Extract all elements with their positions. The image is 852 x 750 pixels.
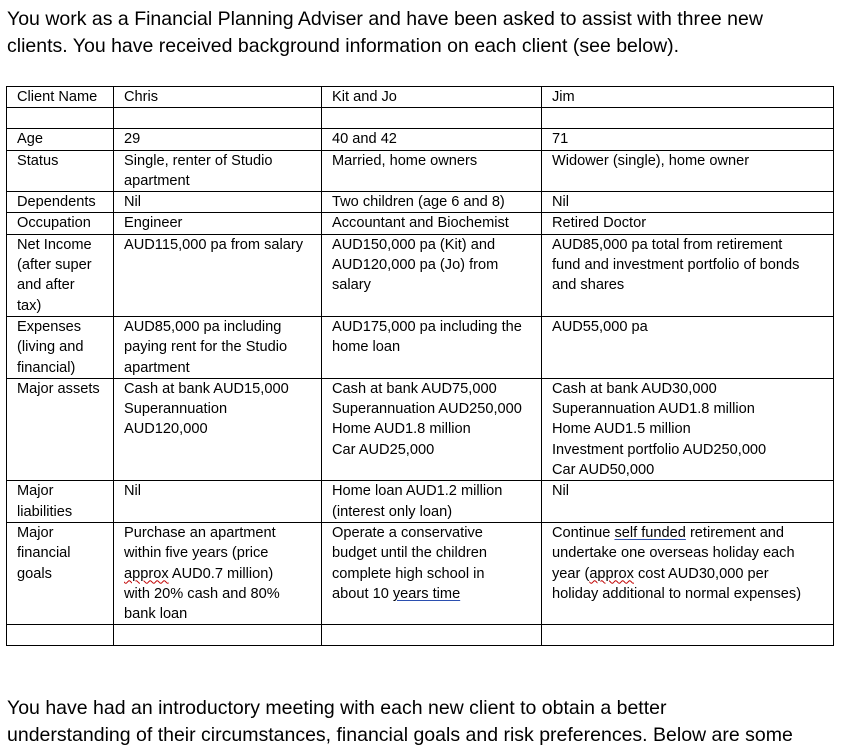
- cell-jim-major-liabilities: Nil: [542, 481, 834, 523]
- row-label-major-liabilities: Major liabilities: [7, 481, 114, 523]
- cell-chris-expenses: AUD85,000 pa including paying rent for the Studio apartment: [114, 316, 322, 378]
- outro-line: understanding of their circumstances, financial goals and risk preferences. Below are some: [7, 724, 793, 746]
- cell-kitjo-age: 40 and 42: [322, 129, 542, 150]
- cell-jim-age: 71: [542, 129, 834, 150]
- table-row-net-income: [7, 234, 834, 316]
- row-label-age: Age: [7, 129, 114, 150]
- outro-paragraph: [7, 695, 837, 749]
- row-label-net-income: Net Income (after super and after tax): [7, 234, 114, 316]
- table-row-status: [7, 150, 834, 192]
- empty-row: [7, 108, 834, 129]
- row-label-status: Status: [7, 150, 114, 192]
- cell-kitjo-major-liabilities: Home loan AUD1.2 million (interest only loan): [322, 481, 542, 523]
- row-label-expenses: Expenses (living and financial): [7, 316, 114, 378]
- cell-jim-net-income: AUD85,000 pa total from retirement fund and investment portfolio of bonds and shares: [542, 234, 834, 316]
- cell-kitjo-net-income: AUD150,000 pa (Kit) and AUD120,000 pa (Jo) from salary: [322, 234, 542, 316]
- header-kit-and-jo: Kit and Jo: [322, 87, 542, 108]
- table-row-major-assets: [7, 378, 834, 480]
- spelling-flag: approx: [589, 565, 634, 582]
- header-chris: Chris: [114, 87, 322, 108]
- cell-chris-age: 29: [114, 129, 322, 150]
- cell-chris-dependents: Nil: [114, 192, 322, 213]
- table-row-major-liabilities: [7, 481, 834, 523]
- cell-chris-major-goals: Purchase an apartment within five years (price approx AUD0.7 million) with 20% cash and 80% bank loan: [114, 522, 322, 624]
- client-table: [6, 86, 834, 646]
- table-row-major-goals: [7, 522, 834, 624]
- cell-jim-dependents: Nil: [542, 192, 834, 213]
- table-row-expenses: [7, 316, 834, 378]
- cell-chris-major-liabilities: Nil: [114, 481, 322, 523]
- cell-jim-major-goals: Continue self funded retirement and undertake one overseas holiday each year (approx cost AUD30,000 per holiday additional to normal expenses): [542, 522, 834, 624]
- grammar-flag: self funded: [614, 524, 686, 541]
- cell-jim-major-assets: Cash at bank AUD30,000 Superannuation AUD1.8 million Home AUD1.5 million Investment portfolio AUD250,000 Car AUD50,000: [542, 378, 834, 480]
- intro-line: clients. You have received background information on each client (see below).: [7, 35, 680, 57]
- table-row-age: [7, 129, 834, 150]
- cell-kitjo-major-assets: Cash at bank AUD75,000 Superannuation AUD250,000 Home AUD1.8 million Car AUD25,000: [322, 378, 542, 480]
- header-jim: Jim: [542, 87, 834, 108]
- grammar-flag: years time: [392, 585, 461, 602]
- cell-chris-status: Single, renter of Studio apartment: [114, 150, 322, 192]
- cell-kitjo-major-goals: Operate a conservative budget until the children complete high school in about 10 years time: [322, 522, 542, 624]
- table-row-occupation: [7, 213, 834, 234]
- table-row-dependents: [7, 192, 834, 213]
- row-label-major-goals: Major financial goals: [7, 522, 114, 624]
- cell-jim-status: Widower (single), home owner: [542, 150, 834, 192]
- cell-kitjo-occupation: Accountant and Biochemist: [322, 213, 542, 234]
- cell-chris-occupation: Engineer: [114, 213, 322, 234]
- cell-chris-net-income: AUD115,000 pa from salary: [114, 234, 322, 316]
- cell-jim-occupation: Retired Doctor: [542, 213, 834, 234]
- spelling-flag: approx: [124, 565, 169, 582]
- intro-line: You work as a Financial Planning Adviser and have been asked to assist with three new: [7, 8, 763, 30]
- cell-kitjo-expenses: AUD175,000 pa including the home loan: [322, 316, 542, 378]
- row-label-dependents: Dependents: [7, 192, 114, 213]
- table-header-row: [7, 87, 834, 108]
- cell-kitjo-dependents: Two children (age 6 and 8): [322, 192, 542, 213]
- cell-jim-expenses: AUD55,000 pa: [542, 316, 834, 378]
- empty-row: [7, 625, 834, 646]
- outro-line: You have had an introductory meeting with each new client to obtain a better: [7, 697, 667, 719]
- row-label-major-assets: Major assets: [7, 378, 114, 480]
- header-client-name: Client Name: [7, 87, 114, 108]
- row-label-occupation: Occupation: [7, 213, 114, 234]
- intro-paragraph: [7, 6, 837, 60]
- cell-chris-major-assets: Cash at bank AUD15,000 Superannuation AUD120,000: [114, 378, 322, 480]
- cell-kitjo-status: Married, home owners: [322, 150, 542, 192]
